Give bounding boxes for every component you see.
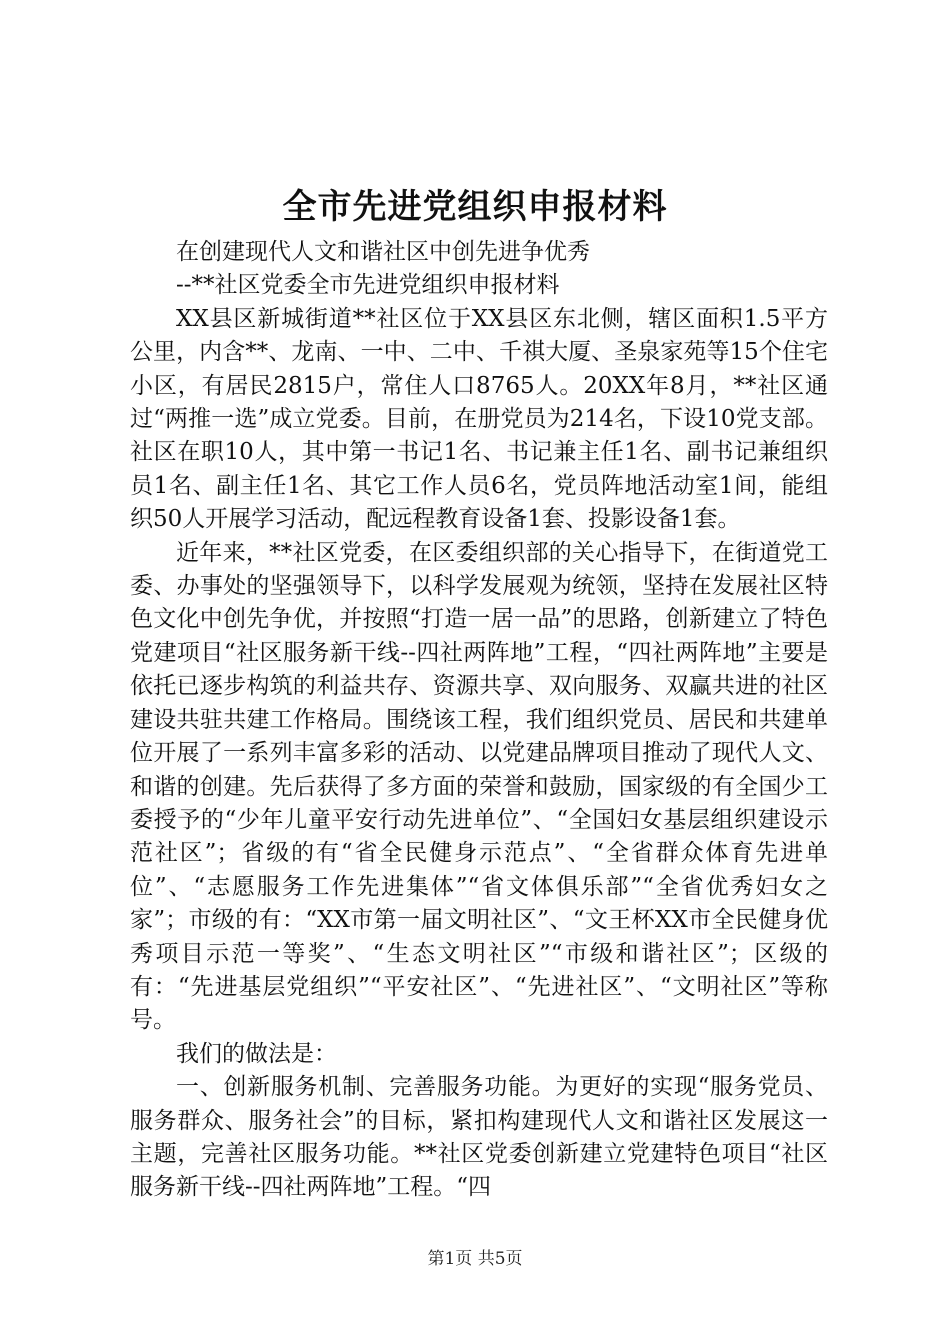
document-title: 全市先进党组织申报材料 bbox=[282, 187, 668, 227]
subtitle-line-2: --**社区党委全市先进党组织申报材料 bbox=[176, 272, 560, 299]
paragraph-achievements: 近年来，**社区党委，在区委组织部的关心指导下，在街道党工委、办事处的坚强领导下，以科学发展观为统领，坚持在发展社区特色文化中创先争优，并按照“打造一居一品”的思路，创新建立了特色党建项目“社区服务新干线--四社两阵地”工程，“四社两阵地”主要是依托已逐步构筑的利益共存、资源共享、双向服务、双赢共进的社区建设共驻共建工作格局。围绕该工程，我们组织党员、居民和共建单位开展了一系列丰富多彩的活动、以党建品牌项目推动了现代人文、和谐的创建。先后获得了多方面的荣誉和鼓励，国家级的有全国少工委授予的“少年儿童平安行动先进单位”、“全国妇女基层组织建设示范社区”；省级的有“省全民健身示范点”、“全省群众体育先进单位”、“志愿服务工作先进集体”“省文体俱乐部”“全省优秀妇女之家”；市级的有：“XX市第一届文明社区”、“文王杯XX市全民健身优秀项目示范一等奖”、“生态文明社区”“市级和谐社区”；区级的有：“先进基层党组织”“平安社区”、“先进社区”、“文明社区”等称号。 bbox=[130, 539, 828, 1034]
subtitle-line-1: 在创建现代人文和谐社区中创先进争优秀 bbox=[176, 239, 590, 265]
page-footer: 第1页 共5页 bbox=[427, 1249, 523, 1269]
paragraph-method-one: 一、创新服务机制、完善服务功能。为更好的实现“服务党员、服务群众、服务社会”的目标，紧扣构建现代人文和谐社区发展这一主题，完善社区服务功能。**社区党委创新建立党建特色项目“社区服务新干线--四社两阵地”工程。“四 bbox=[130, 1074, 828, 1201]
document-body bbox=[130, 236, 828, 1205]
paragraph-methods-intro: 我们的做法是： bbox=[176, 1040, 337, 1067]
paragraph-overview: XX县区新城街道**社区位于XX县区东北侧，辖区面积1.5平方公里，内含**、龙南、一中、二中、千祺大厦、圣泉家苑等15个住宅小区，有居民2815户，常住人口8765人。20XX年8月，**社区通过“两推一选”成立党委。目前，在册党员为214名，下设10党支部。社区在职10人，其中第一书记1名、书记兼主任1名、副书记兼组织员1名、副主任1名、其它工作人员6名，党员阵地活动室1间，能组织50人开展学习活动，配远程教育设备1套、投影设备1套。 bbox=[130, 305, 828, 533]
